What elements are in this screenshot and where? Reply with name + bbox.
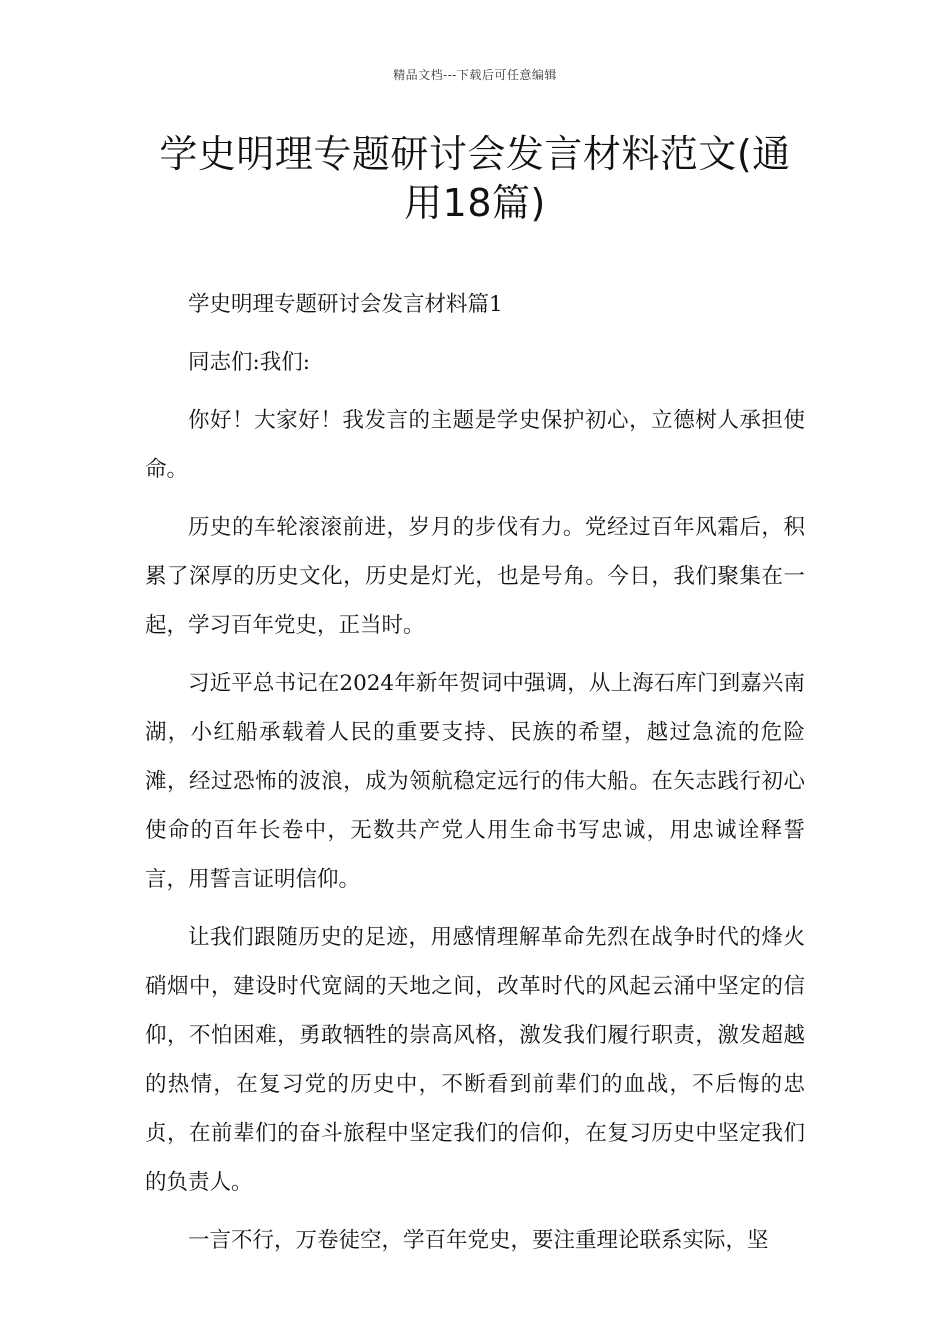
body-paragraph: 一言不行，万卷徒空，学百年党史，要注重理论联系实际，坚 [188, 1228, 769, 1253]
body-paragraph: 让我们跟随历史的足迹，用感情理解革命先烈在战争时代的烽火硝烟中，建设时代宽阔的天地之间，改革时代的风起云涌中坚定的信仰，不怕困难，勇敢牺牲的崇高风格，激发我们履行职责，激发超越的热情，在复习党的历史中，不断看到前辈们的血战，不后悔的忠贞，在前辈们的奋斗旅程中坚定我们的信仰，在复习历史中坚定我们的负责人。 [145, 925, 805, 1195]
document-body [145, 280, 805, 1274]
document-title: 学史明理专题研讨会发言材料范文(通用18篇) [159, 132, 791, 225]
section-heading: 学史明理专题研讨会发言材料篇1 [188, 292, 503, 317]
body-paragraph: 你好！大家好！我发言的主题是学史保护初心，立德树人承担使命。 [145, 408, 805, 482]
salutation: 同志们:我们: [188, 350, 310, 375]
body-paragraph: 习近平总书记在2024年新年贺词中强调，从上海石库门到嘉兴南湖，小红船承载着人民的重要支持、民族的希望，越过急流的危险滩，经过恐怖的波浪，成为领航稳定远行的伟大船。在矢志践行初心使命的百年长卷中，无数共产党人用生命书写忠诚，用忠诚诠释誓言，用誓言证明信仰。 [145, 671, 805, 892]
header-note: 精品文档---下载后可任意编辑 [393, 68, 557, 82]
body-paragraph: 历史的车轮滚滚前进，岁月的步伐有力。党经过百年风霜后，积累了深厚的历史文化，历史是灯光，也是号角。今日，我们聚集在一起，学习百年党史，正当时。 [145, 515, 805, 638]
